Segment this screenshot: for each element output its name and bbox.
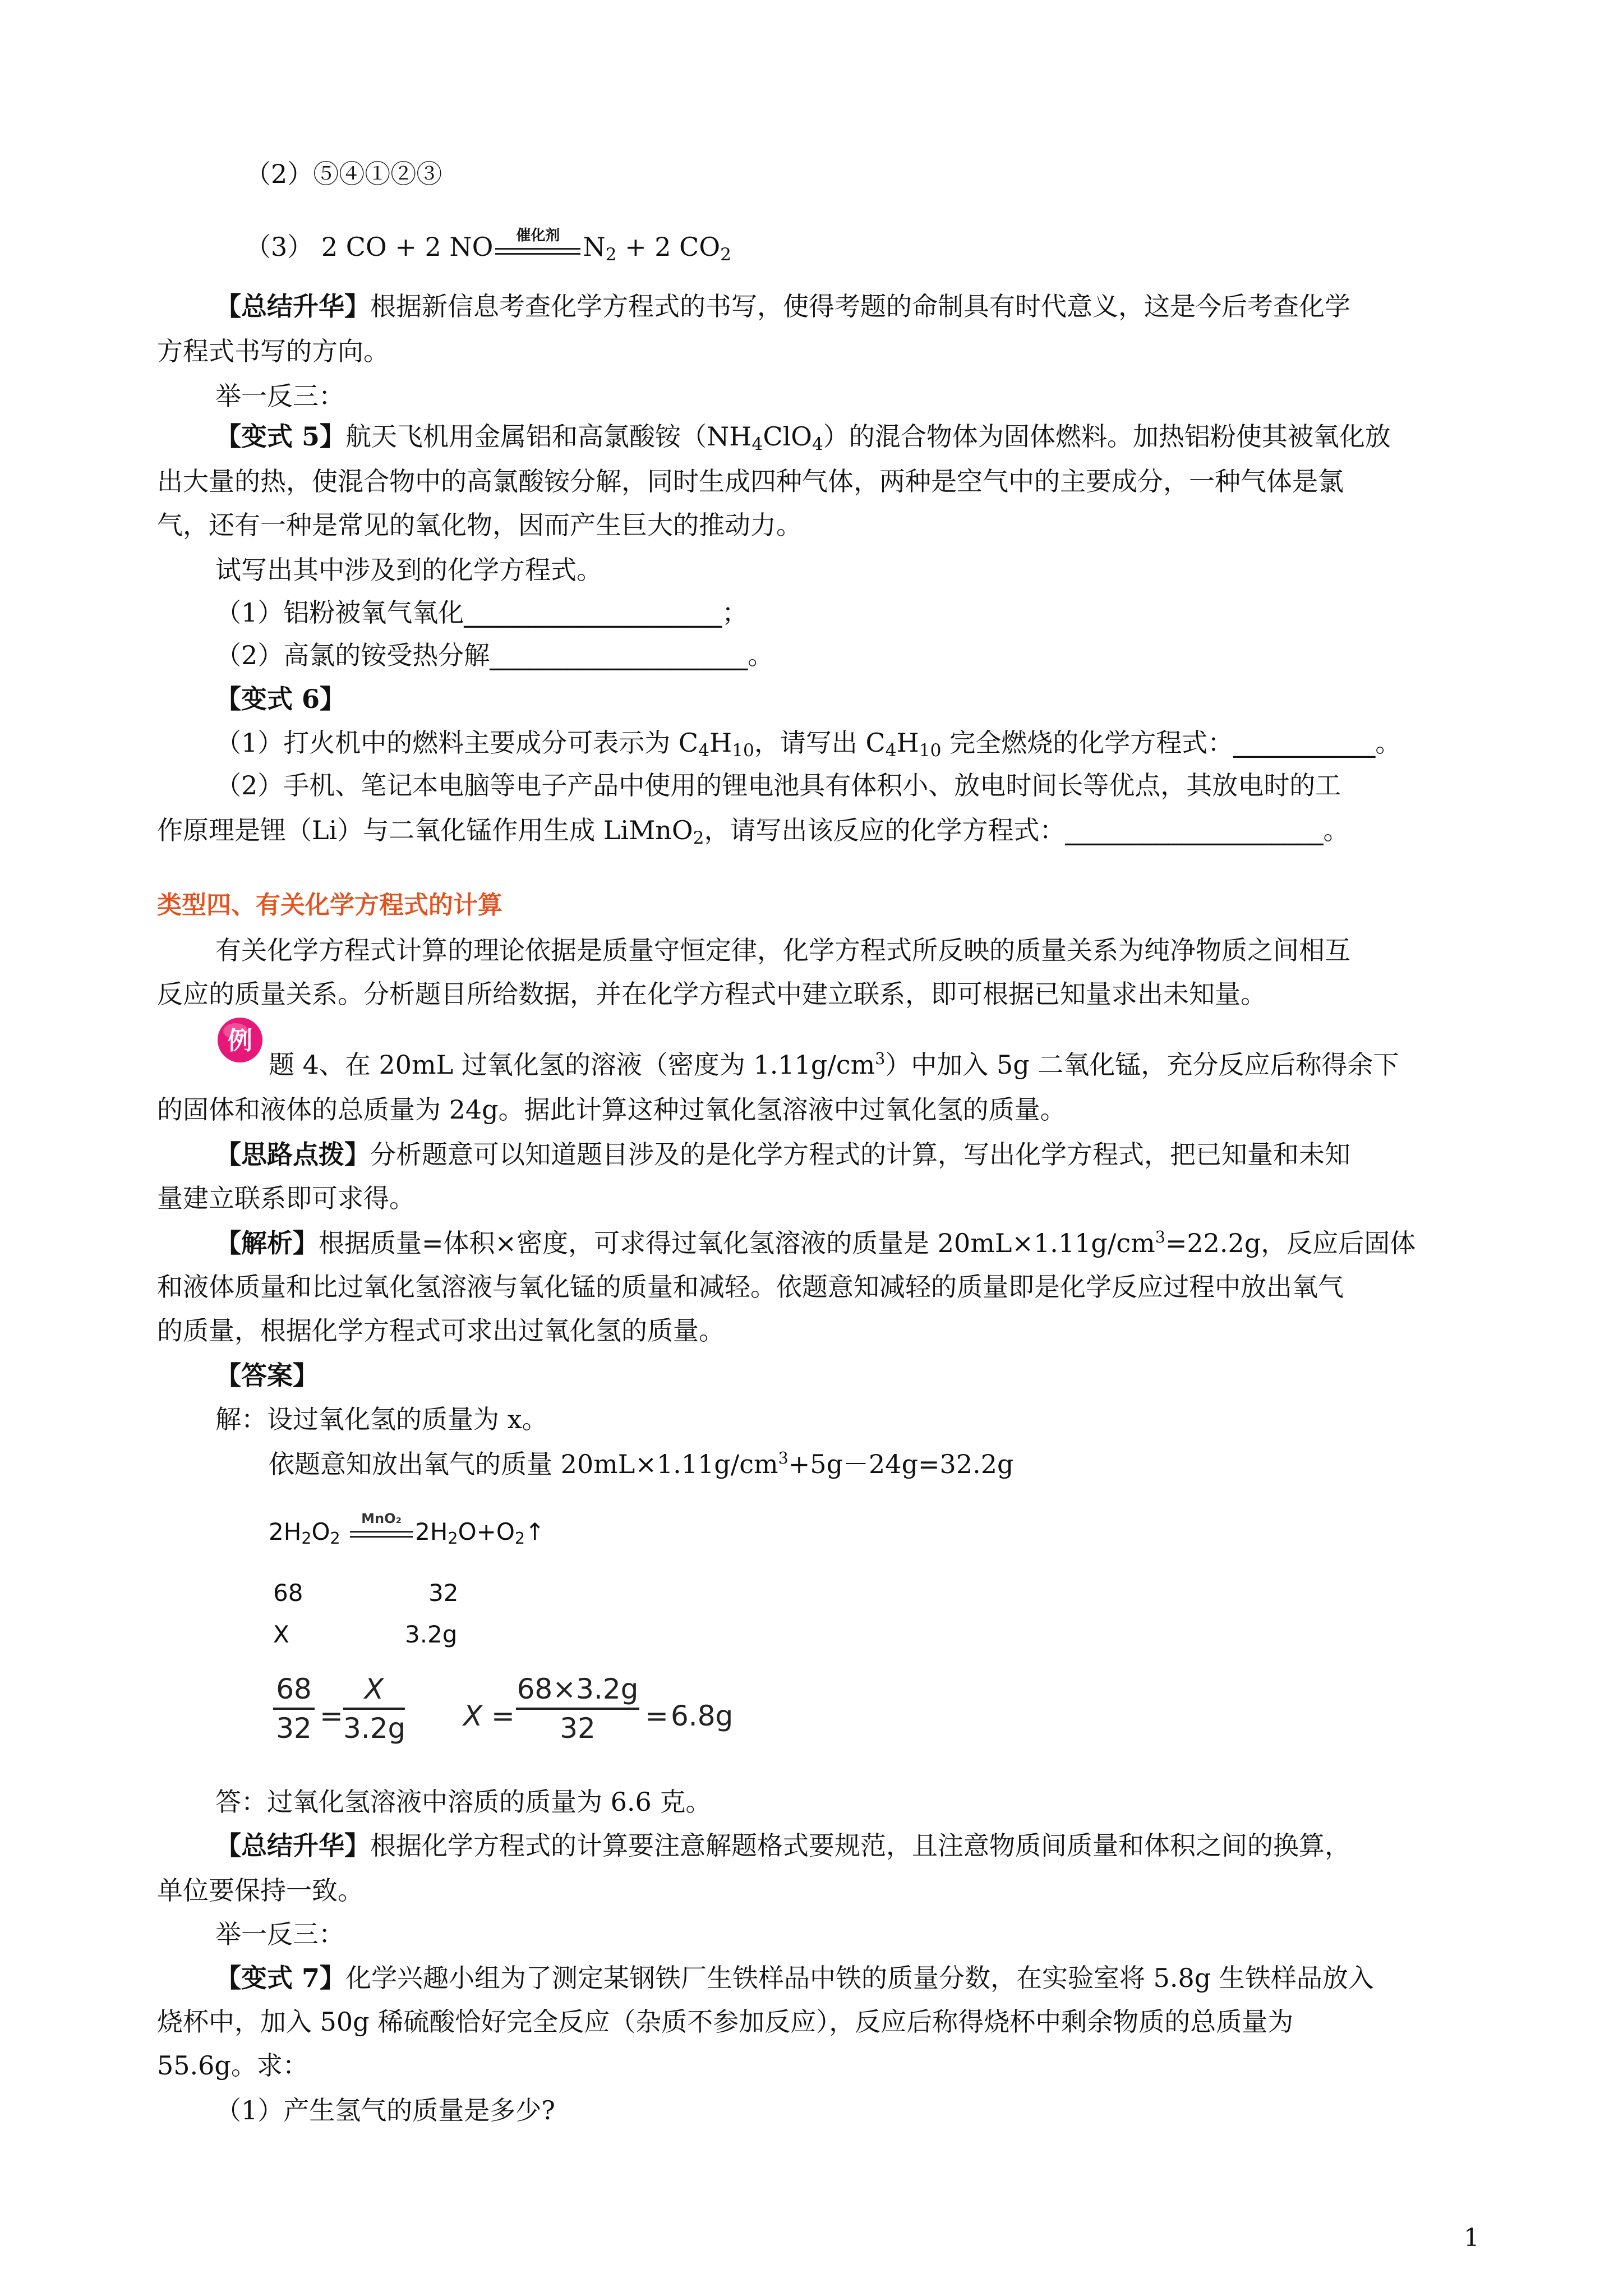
answer-blank[interactable]: ____________________ xyxy=(490,640,748,670)
answer-blank[interactable]: ___________ xyxy=(1233,728,1376,758)
equals-sign: = xyxy=(645,1700,668,1732)
page-number: 1 xyxy=(1464,2224,1479,2252)
punctuation: 。 xyxy=(1323,815,1349,845)
mno2-condition xyxy=(348,1511,415,1548)
subscript: 2 xyxy=(514,1529,525,1548)
double-line xyxy=(350,1531,413,1538)
superscript: 3 xyxy=(875,1049,886,1068)
text: 完全燃烧的化学方程式： xyxy=(941,728,1234,758)
analysis-line: 的质量，根据化学方程式可求出过氧化氢的质量。 xyxy=(157,1315,725,1346)
mass-ratio-68: 68 xyxy=(273,1579,303,1607)
answer-blank[interactable]: ____________________ xyxy=(464,597,722,628)
catalyst-label: 催化剂 xyxy=(516,227,560,244)
numerator: 68 xyxy=(276,1673,312,1705)
variant-6-question-2-cont xyxy=(157,815,1349,846)
section-heading-type-4: 类型四、有关化学方程式的计算 xyxy=(157,891,502,919)
text: 题 4、在 20mL 过氧化氢的溶液（密度为 1.11g/cm xyxy=(269,1050,875,1080)
text: ，请写出 C xyxy=(754,728,886,758)
subscript: 4 xyxy=(811,434,823,454)
solution-line: 解：设过氧化氢的质量为 x。 xyxy=(215,1404,548,1434)
variant-5-line: 气，还有一种是常见的氧化物，因而产生巨大的推动力。 xyxy=(157,510,802,540)
hint-line: 量建立联系即可求得。 xyxy=(157,1183,415,1213)
badge-label: 例 xyxy=(228,1027,252,1055)
text: 根据质量=体积×密度，可求得过氧化氢溶液的质量是 20mL×1.11g/cm xyxy=(319,1228,1155,1258)
answer-tag-line xyxy=(215,1360,319,1391)
summary-tag: 【总结升华】 xyxy=(215,291,370,321)
variant-5-question-2 xyxy=(215,639,773,671)
subscript: 2 xyxy=(605,244,617,265)
variant-7-line: 55.6g。求： xyxy=(157,2050,308,2081)
punctuation: ； xyxy=(722,597,748,628)
denominator: 3.2g xyxy=(343,1712,406,1745)
mass-ratio-32: 32 xyxy=(428,1579,459,1607)
summary-tag: 【总结升华】 xyxy=(215,1830,370,1861)
question-text: （2）高氯的铵受热分解 xyxy=(215,640,490,670)
hint-text: 分析题意可以知道题目涉及的是化学方程式的计算，写出化学方程式，把已知量和未知 xyxy=(370,1139,1350,1170)
variant-5-tag: 【变式 5】 xyxy=(215,421,346,452)
summary-paragraph-line: 方程式书写的方向。 xyxy=(157,336,389,366)
subscript: 4 xyxy=(885,740,897,761)
answer-line-3-equation xyxy=(245,227,731,265)
hint-tag: 【思路点拨】 xyxy=(215,1139,370,1170)
example-4-line xyxy=(269,1049,1399,1080)
product-n: N xyxy=(583,232,606,262)
variant-7-line xyxy=(215,1962,1374,1994)
variant-6-question-2: （2）手机、笔记本电脑等电子产品中使用的锂电池具有体积小、放电时间长等优点，其放电时的工 xyxy=(215,770,1341,800)
known-3-2g: 3.2g xyxy=(405,1621,458,1648)
punctuation: 。 xyxy=(748,640,774,670)
summary-2-line xyxy=(215,1830,1350,1861)
final-answer: 答：过氧化氢溶液中溶质的质量为 6.6 克。 xyxy=(215,1787,712,1817)
reaction-equation xyxy=(269,1511,545,1548)
subscript: 4 xyxy=(751,434,763,454)
variable-x: X xyxy=(463,1700,483,1732)
text: O+O xyxy=(458,1518,515,1545)
subscript: 10 xyxy=(732,740,754,761)
text: ）的混合物体为固体燃料。加热铝粉使其被氧化放 xyxy=(823,421,1391,452)
solution-line xyxy=(269,1448,1013,1480)
text: 化学兴趣小组为了测定某钢铁厂生铁样品中铁的质量分数，在实验室将 5.8g 生铁样品放入 xyxy=(345,1963,1374,1993)
text: O xyxy=(311,1518,330,1545)
variant-7-line: 烧杯中，加入 50g 稀硫酸恰好完全反应（杂质不参加反应），反应后称得烧杯中剩余物质的总质量为 xyxy=(157,2007,1294,2037)
text: ，请写出该反应的化学方程式： xyxy=(704,815,1066,845)
summary-text: 根据化学方程式的计算要注意解题格式要规范，且注意物质间质量和体积之间的换算， xyxy=(370,1830,1350,1861)
subscript: 2 xyxy=(693,827,704,848)
variant-6-tag xyxy=(215,683,345,715)
text: H xyxy=(896,728,919,758)
variant-5-line: 出大量的热，使混合物中的高氯酸铵分解，同时生成四种气体，两种是空气中的主要成分，一种气体是氯 xyxy=(157,466,1344,496)
fraction-bar xyxy=(343,1708,405,1710)
text: （1）打火机中的燃料主要成分可表示为 C xyxy=(215,728,699,758)
denominator: 32 xyxy=(560,1712,596,1745)
fraction-68x3-2g-over-32 xyxy=(516,1673,639,1745)
section-intro-line: 有关化学方程式计算的理论依据是质量守恒定律，化学方程式所反映的质量关系为纯净物质之间相互 xyxy=(215,935,1350,965)
equation-reactants: （3） 2 CO + 2 NO xyxy=(245,232,494,262)
variant-6-question-1 xyxy=(215,727,1401,761)
denominator: 32 xyxy=(276,1712,312,1745)
fraction-bar xyxy=(516,1708,639,1710)
answer-line-2: （2）⑤④①②③ xyxy=(245,159,442,189)
equals-sign: = xyxy=(491,1700,515,1732)
subscript: 2 xyxy=(448,1529,458,1548)
analysis-line: 和液体质量和比过氧化氢溶液与氧化锰的质量和减轻。依题意知减轻的质量即是化学反应过程中放出氧气 xyxy=(157,1272,1344,1302)
section-intro-line: 反应的质量关系。分析题目所给数据，并在化学方程式中建立联系，即可根据已知量求出未知量。 xyxy=(157,979,1266,1009)
variant-5-line xyxy=(215,421,1391,452)
superscript: 3 xyxy=(1155,1227,1165,1246)
fraction-68-32 xyxy=(273,1673,315,1745)
variant-7-question-1: （1）产生氢气的质量是多少? xyxy=(215,2095,555,2125)
numerator: 68×3.2g xyxy=(517,1673,639,1705)
analysis-line xyxy=(215,1227,1415,1259)
text: 2H xyxy=(415,1518,448,1545)
product-co: + 2 CO xyxy=(616,232,721,262)
practice-heading: 举一反三： xyxy=(215,381,344,411)
answer-tag: 【答案】 xyxy=(215,1360,319,1391)
variant-5-line: 试写出其中涉及到的化学方程式。 xyxy=(215,555,602,585)
analysis-tag: 【解析】 xyxy=(215,1228,319,1258)
catalyst-condition xyxy=(493,227,583,263)
result-6-8g: 6.8g xyxy=(671,1700,734,1732)
text: +5g－24g=32.2g xyxy=(788,1449,1014,1479)
punctuation: 。 xyxy=(1375,728,1401,758)
up-arrow-icon: ↑ xyxy=(525,1518,545,1545)
text: 航天飞机用金属铝和高氯酸铵（NH xyxy=(345,421,752,452)
text: =22.2g，反应后固体 xyxy=(1165,1228,1416,1258)
equals-sign: = xyxy=(320,1700,343,1732)
example-badge-icon xyxy=(215,1014,265,1070)
answer-blank[interactable]: ____________________ xyxy=(1065,815,1324,845)
text: 依题意知放出氧气的质量 20mL×1.11g/cm xyxy=(269,1449,778,1479)
example-4-line: 的固体和液体的总质量为 24g。据此计算这种过氧化氢溶液中过氧化氢的质量。 xyxy=(157,1094,1066,1125)
subscript: 4 xyxy=(698,740,709,761)
hint-line xyxy=(215,1139,1350,1170)
subscript: 10 xyxy=(919,740,942,761)
variant-5-question-1 xyxy=(215,597,748,628)
text: 2H xyxy=(269,1518,302,1545)
subscript: 2 xyxy=(720,244,731,265)
condition-label: MnO₂ xyxy=(361,1511,402,1526)
double-line xyxy=(495,248,580,255)
question-text: （1）铝粉被氧气氧化 xyxy=(215,597,464,628)
summary-2-line: 单位要保持一致。 xyxy=(157,1875,363,1906)
subscript: 2 xyxy=(301,1529,312,1548)
text: 作原理是锂（Li）与二氧化锰作用生成 LiMnO xyxy=(157,815,693,845)
variant-7-tag: 【变式 7】 xyxy=(215,1963,346,1993)
fraction-x-3-2g xyxy=(343,1673,405,1745)
subscript: 2 xyxy=(330,1529,340,1548)
text: H xyxy=(709,728,732,758)
unknown-x: X xyxy=(273,1621,289,1648)
text: ClO xyxy=(763,421,812,452)
summary-text: 根据新信息考查化学方程式的书写，使得考题的命制具有时代意义，这是今后考查化学 xyxy=(370,291,1350,321)
fraction-bar xyxy=(273,1708,315,1710)
summary-paragraph-line xyxy=(215,291,1350,322)
text: ）中加入 5g 二氧化锰，充分反应后称得余下 xyxy=(885,1050,1399,1080)
practice-heading: 举一反三： xyxy=(215,1919,344,1949)
numerator: X xyxy=(364,1673,384,1705)
variant-6-label: 【变式 6】 xyxy=(215,684,346,714)
superscript: 3 xyxy=(778,1448,789,1467)
